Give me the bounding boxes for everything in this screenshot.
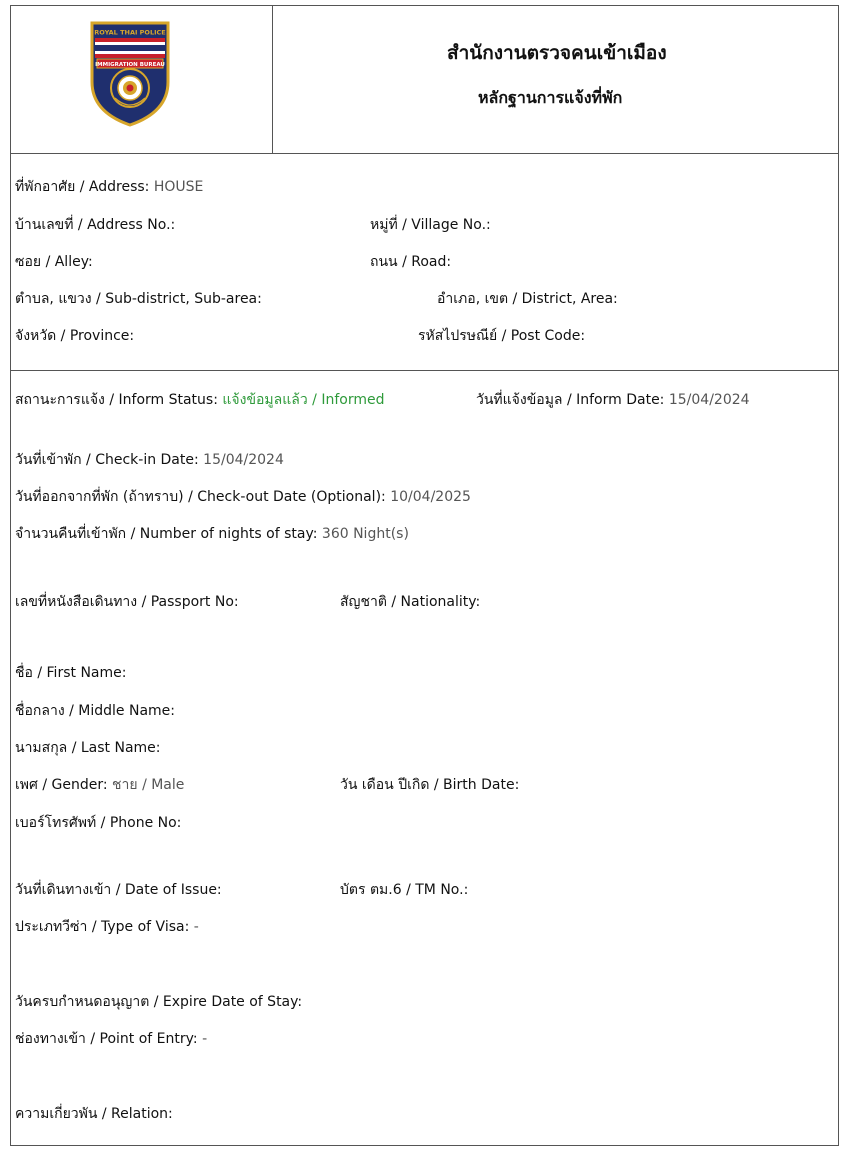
inform-date-field xyxy=(476,391,750,409)
nights-value: 360 Night(s) xyxy=(321,526,409,542)
expire-date-field xyxy=(15,993,302,1011)
check-in-field xyxy=(15,451,284,469)
check-out-field xyxy=(15,488,471,506)
address-no-label: บ้านเลขที่ / Address No.: xyxy=(15,217,176,233)
header-divider xyxy=(272,6,273,153)
residence-label: ที่พักอาศัย / Address: xyxy=(15,179,150,195)
birth-date-field xyxy=(340,776,519,794)
inform-date-value: 15/04/2024 xyxy=(668,392,750,408)
village-no-field xyxy=(370,216,491,234)
middle-name-label: ชื่อกลาง / Middle Name: xyxy=(15,703,175,719)
visa-type-field xyxy=(15,918,199,936)
check-out-value: 10/04/2025 xyxy=(390,489,471,505)
province-field xyxy=(15,327,134,345)
province-label: จังหวัด / Province: xyxy=(15,328,135,344)
nationality-label: สัญชาติ / Nationality: xyxy=(340,594,481,610)
last-name-field xyxy=(15,739,161,757)
check-in-label: วันที่เข้าพัก / Check-in Date: xyxy=(15,452,199,468)
residence-field xyxy=(15,178,203,196)
visa-type-label: ประเภทวีซ่า / Type of Visa: xyxy=(15,919,190,935)
village-no-label: หมู่ที่ / Village No.: xyxy=(370,217,491,233)
inform-status-label: สถานะการแจ้ง / Inform Status: xyxy=(15,392,218,408)
section-divider xyxy=(11,370,838,371)
nights-label: จำนวนคืนที่เข้าพัก / Number of nights of stay: xyxy=(15,526,318,542)
point-of-entry-label: ช่องทางเข้า / Point of Entry: xyxy=(15,1031,198,1047)
sub-district-label: ตำบล, แขวง / Sub-district, Sub-area: xyxy=(15,291,262,307)
check-in-value: 15/04/2024 xyxy=(203,452,284,468)
svg-text:ROYAL THAI POLICE: ROYAL THAI POLICE xyxy=(94,28,166,37)
relation-field xyxy=(15,1105,173,1123)
page-title: สำนักงานตรวจคนเข้าเมือง xyxy=(447,42,667,64)
nights-field xyxy=(15,525,409,543)
gender-field xyxy=(15,776,184,794)
address-no-field xyxy=(15,216,175,234)
gender-value: ชาย / Male xyxy=(112,777,185,793)
nationality-field xyxy=(340,593,480,611)
document-frame xyxy=(10,5,839,1146)
phone-label: เบอร์โทรศัพท์ / Phone No: xyxy=(15,815,182,831)
check-out-label: วันที่ออกจากที่พัก (ถ้าทราบ) / Check-out Date (Optional): xyxy=(15,489,386,505)
residence-value: HOUSE xyxy=(153,179,204,195)
post-code-label: รหัสไปรษณีย์ / Post Code: xyxy=(418,328,586,344)
sub-district-field xyxy=(15,290,262,308)
district-field xyxy=(437,290,618,308)
phone-field xyxy=(15,814,181,832)
point-of-entry-field xyxy=(15,1030,207,1048)
birth-date-label: วัน เดือน ปีเกิด / Birth Date: xyxy=(340,777,520,793)
page-subtitle: หลักฐานการแจ้งที่พัก xyxy=(478,88,623,107)
section-divider xyxy=(11,153,838,154)
district-label: อำเภอ, เขต / District, Area: xyxy=(437,291,618,307)
immigration-bureau-logo xyxy=(89,20,171,128)
svg-text:IMMIGRATION BUREAU: IMMIGRATION BUREAU xyxy=(95,62,165,68)
date-of-issue-field xyxy=(15,881,222,899)
first-name-field xyxy=(15,664,126,682)
visa-type-value: - xyxy=(193,919,199,935)
tm-no-label: บัตร ตม.6 / TM No.: xyxy=(340,882,469,898)
road-field xyxy=(370,253,451,271)
inform-status-field xyxy=(15,391,384,409)
road-label: ถนน / Road: xyxy=(370,254,452,270)
date-of-issue-label: วันที่เดินทางเข้า / Date of Issue: xyxy=(15,882,222,898)
tm-no-field xyxy=(340,881,468,899)
first-name-label: ชื่อ / First Name: xyxy=(15,665,127,681)
expire-date-label: วันครบกำหนดอนุญาต / Expire Date of Stay: xyxy=(15,994,303,1010)
point-of-entry-value: - xyxy=(202,1031,208,1047)
post-code-field xyxy=(418,327,585,345)
alley-field xyxy=(15,253,93,271)
middle-name-field xyxy=(15,702,175,720)
inform-status-value: แจ้งข้อมูลแล้ว / Informed xyxy=(222,392,385,408)
inform-date-label: วันที่แจ้งข้อมูล / Inform Date: xyxy=(476,392,665,408)
alley-label: ซอย / Alley: xyxy=(15,254,93,270)
relation-label: ความเกี่ยวพัน / Relation: xyxy=(15,1106,173,1122)
gender-label: เพศ / Gender: xyxy=(15,777,108,793)
passport-label: เลขที่หนังสือเดินทาง / Passport No: xyxy=(15,594,239,610)
passport-field xyxy=(15,593,239,611)
last-name-label: นามสกุล / Last Name: xyxy=(15,740,161,756)
